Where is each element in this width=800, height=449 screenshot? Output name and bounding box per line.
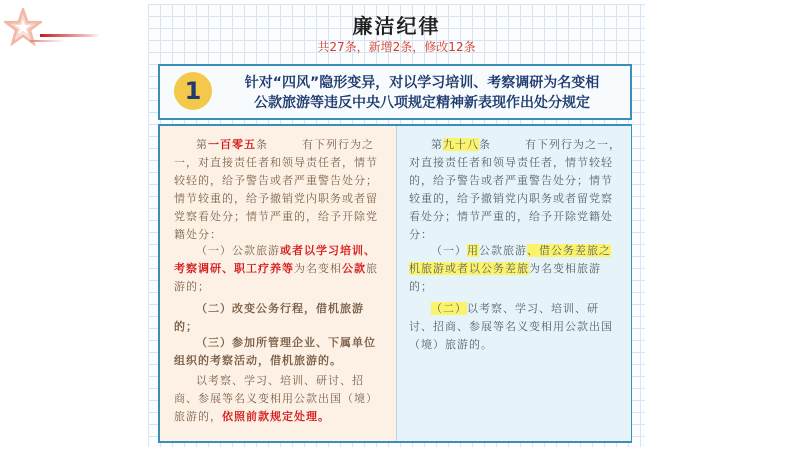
new-article-number: 一百零五	[208, 138, 256, 151]
decor-streak-small	[30, 40, 66, 42]
heading-box	[158, 64, 632, 120]
new-item-4: 以考察、学习、培训、研讨、招商、参展等名义变相用公款出国（境）旅游的，依照前款规定处理。	[174, 374, 378, 423]
old-item-2: （二）以考察、学习、培训、研讨、招商、参展等名义变相用公款出国（境）旅游的。	[409, 302, 613, 351]
new-item-2: （二）改变公务行程，借机旅游的；	[174, 302, 364, 333]
heading-line-1: 针对“四风”隐形变异，对以学习培训、考察调研为名变相	[244, 75, 600, 91]
old-article-intro: 第九十八条 有下列行为之一，对直接责任者和领导责任者，情节较轻的，给予警告或者严重警告处分；情节较重的，给予撤销党内职务或者留党察看处分；情节严重的，给予开除党籍处分：	[409, 138, 621, 241]
new-article-intro: 第一百零五条 有下列行为之一，对直接责任者和领导责任者，情节较轻的，给予警告或者严重警告处分；情节较重的，给予撤销党内职务或者留党察看处分；情节严重的，给予开除党籍处分：	[174, 138, 378, 241]
heading-line-2: 公款旅游等违反中央八项规定精神新表现作出处分规定	[254, 95, 590, 111]
new-item-1: （一）公款旅游或者以学习培训、考察调研、职工疗养等为名变相公款旅游的；	[174, 244, 378, 293]
new-rule-column	[160, 126, 396, 441]
old-item-1: （一）用公款旅游、借公务差旅之机旅游或者以公务差旅为名变相旅游的；	[409, 244, 611, 293]
comparison-table	[158, 124, 632, 443]
page-title: 廉洁纪律	[352, 14, 441, 38]
heading-text	[222, 73, 622, 113]
new-item-3: （三）参加所管理企业、下属单位组织的考察活动，借机旅游的。	[174, 336, 376, 367]
old-article-number: 九十八	[443, 138, 479, 151]
item-number-badge: 1	[174, 72, 212, 110]
page-subtitle: 共27条，新增2条，修改12条	[317, 40, 476, 54]
decor-streak	[40, 34, 100, 37]
old-rule-column	[396, 126, 631, 441]
